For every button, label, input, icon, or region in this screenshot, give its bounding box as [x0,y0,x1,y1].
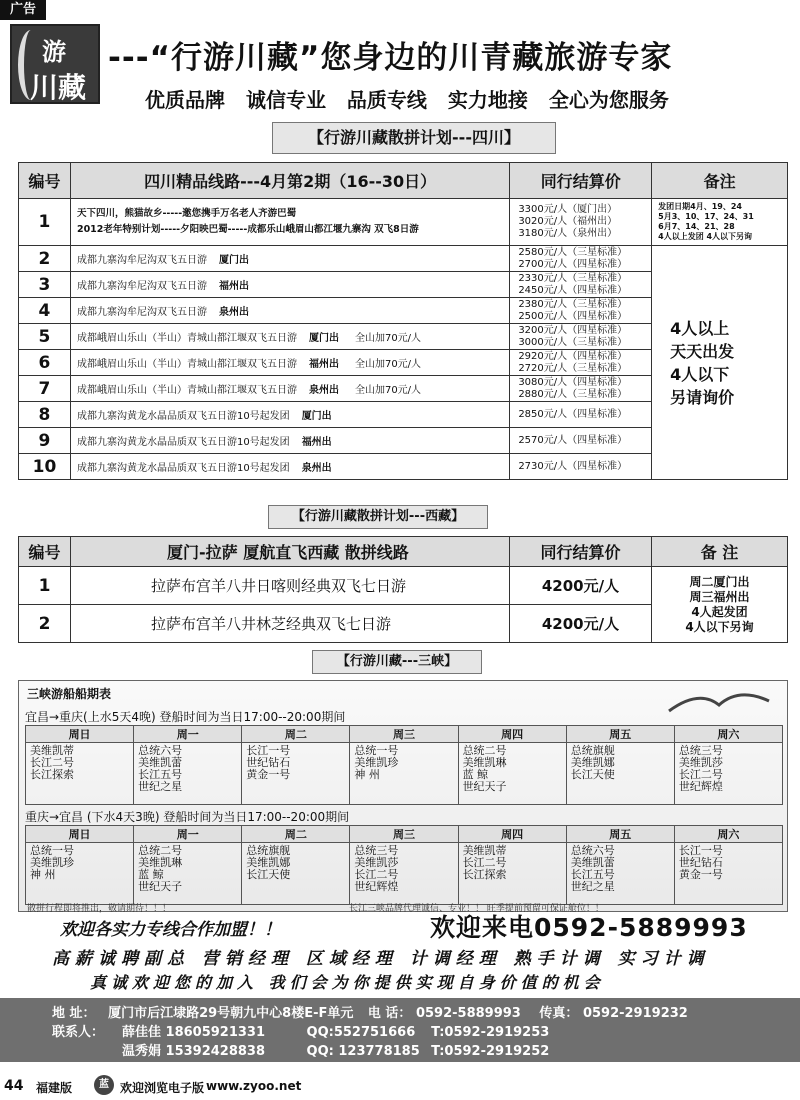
ships-cell [350,743,458,805]
weekday-cell: 周四 [458,726,566,743]
route-cell [70,199,509,246]
note-line: 发团日期4月、19、24 [658,202,742,211]
ships-row [26,843,783,905]
sichuan-rows [19,246,788,480]
logo-text-top: 游 [42,37,66,66]
route-cell [70,324,509,350]
ship-name: 长江二号 [462,856,507,869]
row-number: 3 [19,272,71,298]
price-line: 3300元/人（厦门出） [518,204,618,215]
col-note: 备 注 [652,537,788,567]
join-text: 真诚欢迎您的加入 我们会为你提供实现自身价值的机会 [90,973,605,992]
ships-cell [566,743,674,805]
note-cell [652,567,788,643]
route-text: 成都九寨沟黄龙水晶品质双飞五日游10号起发团 [76,437,290,448]
sichuan-routes-table [18,162,788,480]
departure-city: 泉州出 [301,463,332,474]
price-line: 3020元/人（福州出） [518,216,618,227]
ships-cell [134,743,242,805]
upstream-grid [25,825,783,905]
ship-name: 世纪之星 [138,780,183,793]
route-cell [70,402,509,428]
row-number: 2 [19,246,71,272]
table-header-row [19,537,788,567]
departure-city: 福州出 [218,281,249,292]
schedule-note-left: 散拼行程即将推出，敬请期待！！！ [27,904,172,914]
note-line: 4人起发团 [691,604,748,619]
route-extra: 全山加70元/人 [354,359,422,370]
slogans: 优质品牌 诚信专业 品质专线 实力地接 全心为您服务 [145,88,669,112]
route-cell [70,376,509,402]
ship-name: 长江五号 [138,768,183,781]
ship-name: 世纪钻石 [678,856,723,869]
downstream-grid [25,725,783,805]
ships-cell [134,843,242,905]
departure-city: 厦门出 [301,411,332,422]
partner-invite: 欢迎各实力专线合作加盟！！ [60,920,281,940]
price-cell [510,402,652,428]
tibet-routes-table [18,536,788,643]
page-footer [0,1070,800,1100]
tibet-banner: 【行游川藏散拼计划---西藏】 [268,505,488,529]
price-line: 2920元/人（四星标准） [518,350,628,362]
price-cell [510,324,652,350]
departure-city: 泉州出 [218,307,249,318]
weekday-cell: 周日 [26,826,134,843]
ship-name: 美维凯娜 [246,856,291,869]
note-cell [652,199,788,246]
ship-name: 总统三号 [678,744,723,757]
ship-name: 美维凯珍 [354,756,399,769]
contact-label: 联系人： [52,1025,105,1040]
ship-name: 长江二号 [30,756,74,769]
ship-name: 黄金一号 [246,768,291,781]
ship-name: 总统一号 [354,744,399,757]
price-cell [510,428,652,454]
weekday-cell: 周一 [134,826,242,843]
note-line: 4人以上发团 4人以下另询 [658,232,753,241]
row-number: 5 [19,324,71,350]
ships-cell [458,843,566,905]
table-row [19,567,788,605]
price-cell [510,376,652,402]
ship-name: 世纪钻石 [246,756,291,769]
ships-cell [566,843,674,905]
price-cell [510,272,652,298]
col-route: 四川精品线路---4月第2期（16--30日） [70,163,509,199]
departure-city: 福州出 [301,437,332,448]
fax-label: 传真： [539,1006,579,1021]
row-number: 10 [19,454,71,480]
phone-value: 0592-5889993 [415,1006,521,1021]
ship-name: 美维凯莎 [678,756,723,769]
gorges-schedule [18,680,788,912]
ships-cell [674,743,782,805]
price-cell [510,199,652,246]
price-line: 3180元/人（泉州出） [518,228,618,239]
promo-text: 欢迎浏览电子版 [120,1081,205,1095]
contact-tel: T:0592-2919253 [431,1025,550,1040]
bird-icon [659,681,779,721]
logo-text-bottom: 川藏 [30,71,87,104]
weekday-cell: 周六 [674,826,782,843]
ship-name: 长江五号 [570,868,615,881]
ships-cell [26,843,134,905]
ship-name: 世纪天子 [462,780,507,793]
ship-name: 长江探索 [30,768,74,781]
weekday-cell: 周日 [26,726,134,743]
ship-name: 美维凯蕾 [138,756,183,769]
table-row [19,199,788,246]
price-line: 2850元/人（四星标准） [518,408,628,420]
ship-name: 长江一号 [246,744,291,757]
call-invite: 欢迎来电0592-5889993 [430,913,748,942]
weekday-cell: 周三 [350,726,458,743]
route-cell: 拉萨布宫羊八井林芝经典双飞七日游 [71,605,510,643]
col-price: 同行结算价 [510,163,652,199]
note-line: 周二厦门出 [689,574,750,589]
route-cell: 拉萨布宫羊八井日喀则经典双飞七日游 [71,567,510,605]
page-number: 44 [4,1078,24,1094]
ship-name: 美维凯娜 [570,756,615,769]
route-cell [70,272,509,298]
ships-cell [26,743,134,805]
ship-name: 总统二号 [138,844,183,857]
ship-name: 总统六号 [138,744,183,757]
route-text: 成都九寨沟黄龙水晶品质双飞五日游10号起发团 [76,463,290,474]
site-link[interactable]: www.zyoo.net [206,1079,302,1093]
row-number: 6 [19,350,71,376]
row-number: 9 [19,428,71,454]
route-cell [70,298,509,324]
upstream-direction: 重庆→宜昌 (下水4天3晚) 登船时间为当日17:00--20:00期间 [25,810,350,824]
row-number: 7 [19,376,71,402]
route-text: 成都九寨沟牟尼沟双飞五日游 [76,255,207,266]
route-cell [70,350,509,376]
fax-value: 0592-2919232 [582,1006,688,1021]
note-line: 4人以上 [670,318,730,338]
phone-label: 电 话： [367,1006,412,1021]
price-line: 2500元/人（四星标准） [518,310,628,322]
ship-name: 美维凯蕾 [570,856,615,869]
ship-name: 美维凯琳 [138,856,183,869]
col-number: 编号 [19,537,71,567]
schedule-note-right: 长江三峡品牌代理诚信、专业！！ 旺季提前预留可保证舱位！！ [349,904,604,914]
price-line: 3200元/人（四星标准） [518,324,628,336]
price-cell: 4200元/人 [510,567,652,605]
col-note: 备注 [652,163,788,199]
ship-name: 长江天使 [570,768,615,781]
ship-name: 美维凯珍 [30,856,74,869]
col-route: 厦门-拉萨 厦航直飞西藏 散拼线路 [71,537,510,567]
price-line: 2450元/人（四星标准） [518,284,628,296]
weekday-cell: 周四 [458,826,566,843]
contact-name: 薛佳佳 18605921331 [122,1025,266,1040]
ship-name: 世纪辉煌 [678,780,723,793]
route-cell [70,246,509,272]
ship-name: 世纪辉煌 [354,880,399,893]
route-cell [70,428,509,454]
weekday-cell: 周五 [566,826,674,843]
ad-label: 广告 [0,0,46,20]
col-price: 同行结算价 [510,537,652,567]
price-cell [510,454,652,480]
brand-logo [10,24,100,104]
contact-qq: QQ: 123778185 [306,1044,420,1059]
hiring-text: 高薪诚聘副总 营销经理 区域经理 计调经理 熟手计调 实习计调 [52,949,710,969]
ships-cell [242,843,350,905]
ship-name: 长江二号 [678,768,723,781]
price-cell [510,350,652,376]
price-line: 2380元/人（三星标准） [518,298,628,310]
row-number: 2 [19,605,71,643]
ship-name: 美维凯莎 [354,856,399,869]
ship-name: 长江二号 [354,868,399,881]
weekday-row [26,726,783,743]
table-header-row [19,163,788,199]
price-line: 3000元/人（三星标准） [518,336,628,348]
address-label: 地 址： [52,1006,96,1021]
row-number: 1 [19,567,71,605]
ship-name: 总统旗舰 [246,844,291,857]
departure-city: 泉州出 [308,385,339,396]
price-line: 2330元/人（三星标准） [518,272,628,284]
ship-name: 长江一号 [678,844,723,857]
price-cell [510,246,652,272]
edition-label: 福建版 [36,1081,73,1095]
ship-name: 世纪天子 [138,880,183,893]
contact-row [122,1040,549,1059]
route-extra: 全山加70元/人 [354,385,422,396]
row-number: 1 [19,199,71,246]
route-text: 成都九寨沟牟尼沟双飞五日游 [76,307,207,318]
weekday-cell: 周五 [566,726,674,743]
sichuan-banner: 【行游川藏散拼计划---四川】 [272,122,556,154]
note-line: 周三福州出 [689,589,750,604]
note-line: 4人以下 [670,364,730,384]
ship-name: 神 州 [354,768,380,781]
weekday-cell: 周二 [242,826,350,843]
route-text: 成都峨眉山乐山（半山）青城山都江堰双飞五日游 [76,385,297,396]
price-line: 3080元/人（四星标准） [518,376,628,388]
contact-qq: QQ:552751666 [306,1025,416,1040]
note-line: 5月3、10、17、24、31 [658,212,754,221]
weekday-cell: 周二 [242,726,350,743]
ships-cell [350,843,458,905]
note-cell [652,246,788,480]
price-cell: 4200元/人 [510,605,652,643]
address-row [52,1002,688,1021]
weekday-cell: 周六 [674,726,782,743]
price-line: 2720元/人（三星标准） [518,362,628,374]
ship-name: 总统旗舰 [570,744,615,757]
route-line: 2012老年特别计划-----夕阳映巴蜀-----成都乐山峨眉山都江堰九寨沟 双飞8日游 [76,224,419,235]
schedule-title: 三峡游船船期表 [27,687,112,701]
contact-row [122,1021,549,1040]
route-extra: 全山加70元/人 [354,333,422,344]
ship-name: 神 州 [30,868,56,881]
ship-name: 总统二号 [462,744,507,757]
note-line: 天天出发 [670,341,735,361]
table-row [19,246,788,272]
ship-name: 总统一号 [30,844,74,857]
ship-name: 美维凯蒂 [30,744,74,757]
address-value: 厦门市后江埭路29号朝九中心8楼E-F单元 [108,1006,354,1021]
edition-badge: 蓝 [94,1075,114,1095]
price-line: 2730元/人（四星标准） [518,460,628,472]
row-number: 4 [19,298,71,324]
note-line: 6月7、14、21、28 [658,222,735,231]
departure-city: 福州出 [308,359,339,370]
departure-city: 厦门出 [218,255,249,266]
ship-name: 长江探索 [462,868,507,881]
ship-name: 蓝 鲸 [462,768,489,781]
weekday-cell: 周三 [350,826,458,843]
ship-name: 总统三号 [354,844,399,857]
note-line: 4人以下另询 [685,619,754,634]
route-text: 成都峨眉山乐山（半山）青城山都江堰双飞五日游 [76,333,297,344]
contact-name: 温秀娟 15392428838 [122,1044,266,1059]
col-number: 编号 [19,163,71,199]
ships-row [26,743,783,805]
ship-name: 世纪之星 [570,880,615,893]
route-text: 成都峨眉山乐山（半山）青城山都江堰双飞五日游 [76,359,297,370]
ship-name: 蓝 鲸 [138,868,164,881]
route-text: 成都九寨沟牟尼沟双飞五日游 [76,281,207,292]
gorges-banner: 【行游川藏---三峡】 [312,650,482,674]
headline: ---“行游川藏”您身边的川青藏旅游专家 [108,40,673,76]
ships-cell [458,743,566,805]
row-number: 8 [19,402,71,428]
departure-city: 厦门出 [308,333,339,344]
contact-tel: T:0592-2919252 [431,1044,550,1059]
price-line: 2570元/人（四星标准） [518,434,628,446]
ship-name: 美维凯琳 [462,756,507,769]
route-text: 成都九寨沟黄龙水晶品质双飞五日游10号起发团 [76,411,290,422]
weekday-row [26,826,783,843]
price-line: 2880元/人（三星标准） [518,388,628,400]
price-cell [510,298,652,324]
price-line: 2700元/人（四星标准） [518,258,628,270]
route-line: 天下四川，熊猫故乡-----邀您携手万名老人齐游巴蜀 [76,208,297,219]
ship-name: 美维凯蒂 [462,844,507,857]
price-line: 2580元/人（三星标准） [518,246,628,258]
note-line: 另请询价 [670,387,735,407]
ships-cell [674,843,782,905]
route-cell [70,454,509,480]
ship-name: 总统六号 [570,844,615,857]
ship-name: 长江天使 [246,868,291,881]
ship-name: 黄金一号 [678,868,723,881]
ships-cell [242,743,350,805]
downstream-direction: 宜昌→重庆(上水5天4晚) 登船时间为当日17:00--20:00期间 [25,710,346,724]
weekday-cell: 周一 [134,726,242,743]
